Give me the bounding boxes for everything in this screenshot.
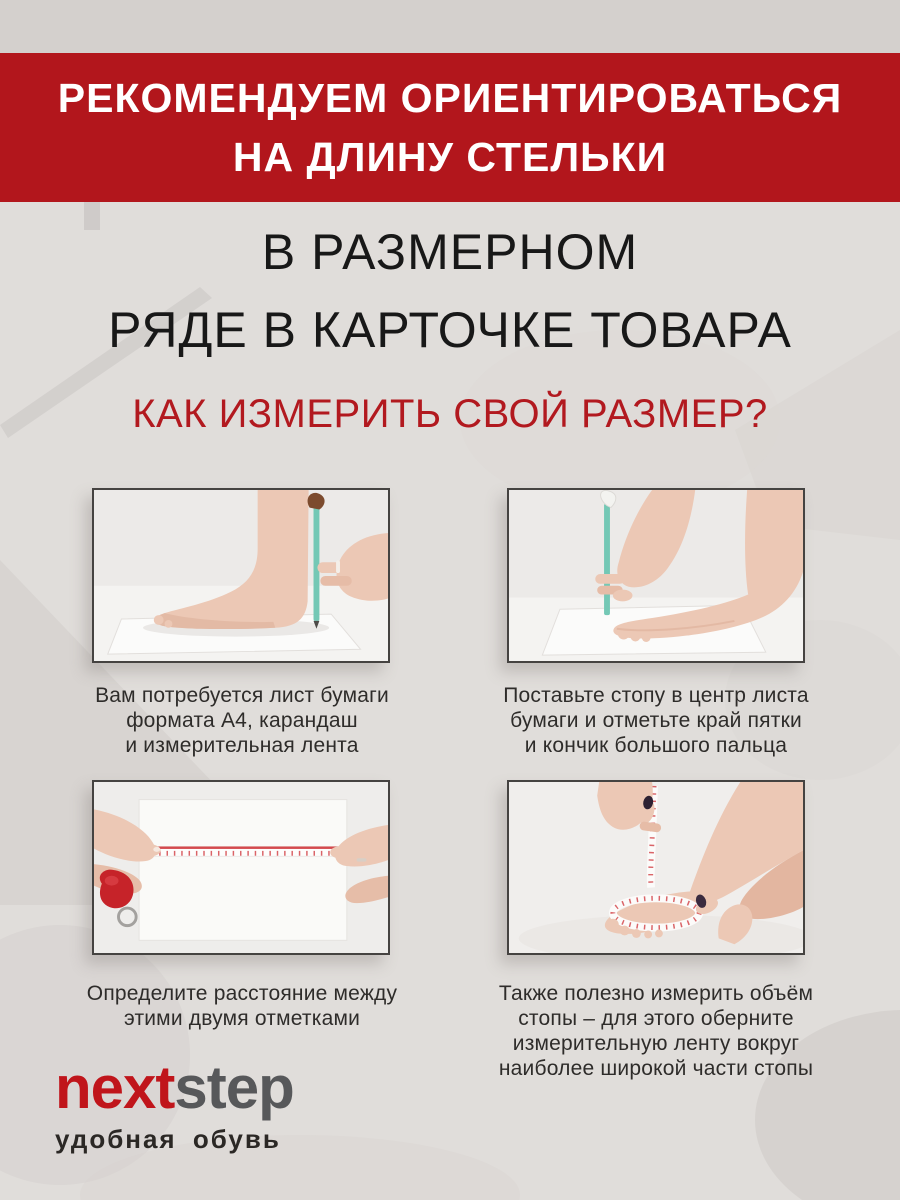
caption-line: Вам потребуется лист бумаги bbox=[95, 684, 389, 707]
foot-pencil-heel-illustration bbox=[94, 490, 388, 661]
main-heading bbox=[0, 213, 900, 369]
caption-line: стопы – для этого оберните bbox=[518, 1007, 794, 1030]
step2-caption bbox=[476, 683, 836, 758]
caption-line: измерительную ленту вокруг bbox=[512, 1032, 800, 1055]
banner-line-1: РЕКОМЕНДУЕМ ОРИЕНТИРОВАТЬСЯ bbox=[57, 74, 843, 121]
brand-name-part1: next bbox=[55, 1054, 175, 1121]
step2-photo bbox=[507, 488, 805, 663]
step1-photo bbox=[92, 488, 390, 663]
caption-line: Определите расстояние между bbox=[86, 982, 398, 1005]
brand-tagline: удобная обувь bbox=[55, 1124, 281, 1154]
caption-line: этими двумя отметками bbox=[123, 1007, 361, 1030]
foot-pencil-toe-illustration bbox=[509, 490, 803, 661]
caption-line: наиболее широкой части стопы bbox=[498, 1057, 814, 1080]
step3-photo bbox=[92, 780, 390, 955]
caption-line: и измерительная лента bbox=[125, 734, 359, 757]
caption-line: Также полезно измерить объём bbox=[498, 982, 814, 1005]
caption-line: Поставьте стопу в центр листа bbox=[503, 684, 809, 707]
brand-wordmark bbox=[55, 1054, 294, 1121]
caption-line: формата А4, карандаш bbox=[126, 709, 358, 732]
banner-line-2: НА ДЛИНУ СТЕЛЬКИ bbox=[232, 133, 668, 180]
how-to-measure-subheading: КАК ИЗМЕРИТЬ СВОЙ РАЗМЕР? bbox=[132, 392, 768, 436]
tape-around-foot-illustration bbox=[509, 782, 803, 953]
step4-caption bbox=[476, 981, 836, 1081]
brand-logo bbox=[55, 1054, 294, 1155]
step1-caption bbox=[62, 683, 422, 758]
caption-line: и кончик большого пальца bbox=[524, 734, 788, 757]
brand-name-part2: step bbox=[174, 1054, 294, 1121]
top-banner bbox=[0, 53, 900, 202]
tape-between-marks-illustration bbox=[94, 782, 388, 953]
step4-photo bbox=[507, 780, 805, 955]
caption-line: бумаги и отметьте край пятки bbox=[510, 709, 802, 732]
heading-line-1: В РАЗМЕРНОМ bbox=[261, 224, 639, 280]
step3-caption bbox=[62, 981, 422, 1031]
heading-line-2: РЯДЕ В КАРТОЧКЕ ТОВАРА bbox=[108, 302, 792, 358]
